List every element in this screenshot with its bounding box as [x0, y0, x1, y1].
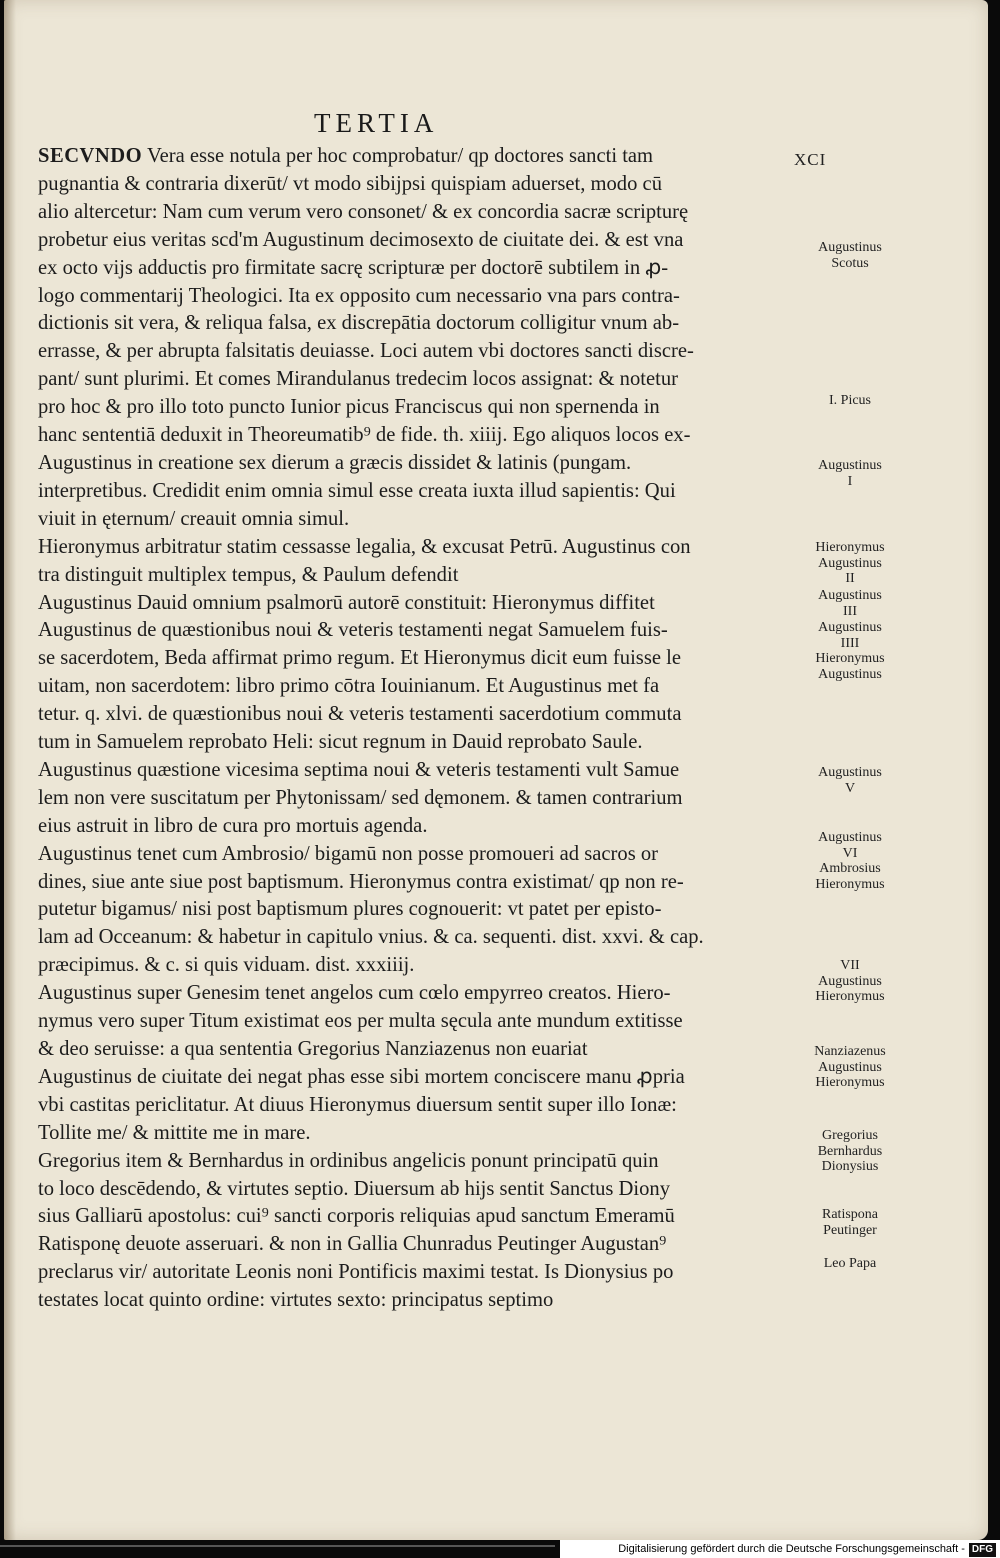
- margin-note-line: Augustinus: [818, 240, 882, 255]
- margin-note-line: Augustinus: [818, 765, 882, 780]
- margin-note: [780, 540, 920, 587]
- margin-note-line: Augustinus: [818, 458, 882, 473]
- text-line: Gregorius item & Bernhardus in ordinibus angelicis ponunt principatū quin: [38, 1149, 659, 1172]
- text-line: ex octo vijs adductis pro firmitate sacrę scripturæ per doctorē subtilem in ꝓ-: [38, 256, 669, 279]
- margin-note-line: Hieronymus: [815, 651, 885, 666]
- text-line: Hieronymus arbitratur statim cessasse legalia, & excusat Petrū. Augustinus con: [38, 535, 691, 558]
- text-line: vbi castitas periclitatur. At diuus Hieronymus diuersum sentit super illo Ionæ:: [38, 1093, 677, 1116]
- margin-note: [780, 958, 920, 1005]
- margin-note-line: II: [845, 571, 855, 586]
- margin-note-line: Leo Papa: [823, 1256, 877, 1271]
- margin-note-line: Ambrosius: [819, 861, 881, 876]
- text-line: Tollite me/ & mittite me in mare.: [38, 1121, 311, 1144]
- margin-note: [780, 765, 920, 796]
- margin-note-line: III: [843, 603, 857, 619]
- margin-note: [780, 1128, 920, 1175]
- text-line: Augustinus de ciuitate dei negat phas esse sibi mortem conciscere manu ꝓpria: [38, 1065, 685, 1088]
- margin-note-line: Nanziazenus: [814, 1044, 886, 1059]
- text-line: viuit in ęternum/ creauit omnia simul.: [38, 507, 350, 530]
- folio-number: XCI: [794, 150, 827, 169]
- text-line: pant/ sunt plurimi. Et comes Mirandulanus tredecim locos assignat: & notetur: [38, 368, 679, 391]
- text-line: testates locat quinto ordine: virtutes sexto: principatus septimo: [38, 1289, 554, 1312]
- margin-note-line: Bernhardus: [817, 1143, 883, 1159]
- margin-note: [780, 830, 920, 892]
- text-line: pro hoc & pro illo toto puncto Iunior picus Franciscus qui non spernenda in: [38, 396, 660, 419]
- text-line-content: Vera esse notula per hoc comprobatur/ qp doctores sancti tam: [142, 145, 654, 167]
- text-line: præcipimus. & c. si quis viduam. dist. xxxiiij.: [38, 954, 415, 977]
- text-line: & deo seruisse: a qua sententia Gregorius Nanziazenus non euariat: [38, 1038, 588, 1060]
- text-line: eius astruit in libro de cura pro mortuis agenda.: [38, 814, 428, 837]
- lead-word: SECVNDO: [38, 145, 143, 167]
- margin-note: [780, 393, 920, 409]
- margin-note: [780, 458, 920, 489]
- margin-note-line: I: [847, 473, 853, 489]
- text-line: Augustinus Dauid omnium psalmorū autorē constituit: Hieronymus diffitet: [38, 591, 655, 614]
- text-line: uitam, non sacerdotem: libro primo cōtra Iouinianum. Et Augustinus met fa: [38, 675, 660, 698]
- text-line: tra distinguit multiplex tempus, & Paulum defendit: [38, 563, 459, 586]
- margin-note-line: Hieronymus: [815, 989, 885, 1004]
- margin-note: [780, 240, 920, 271]
- text-line: dictionis sit vera, & reliqua falsa, ex discrepātia doctorum colligitur vnum ab-: [38, 312, 680, 335]
- text-line: sius Galliarū apostolus: cui⁹ sancti corporis reliquias apud sanctum Emeramū: [38, 1205, 675, 1228]
- margin-note: [780, 1256, 920, 1272]
- margin-note-line: Augustinus: [818, 1059, 882, 1075]
- text-line: interpretibus. Credidit enim omnia simul esse creata iuxta illud sapientis: Qui: [38, 479, 676, 502]
- margin-note-line: Augustinus: [818, 555, 882, 571]
- text-line: lam ad Occeanum: & habetur in capitulo vnius. & ca. sequenti. dist. xxvi. & cap.: [38, 926, 704, 949]
- margin-note-line: Scotus: [831, 255, 869, 271]
- text-line: dines, siue ante siue post baptismum. Hieronymus contra existimat/ qp non re-: [38, 870, 684, 893]
- text-line: to loco descēdendo, & virtutes septio. Diuersum ab hijs sentit Sanctus Diony: [38, 1177, 671, 1200]
- text-line: nymus vero super Titum existimat eos per multa sęcula ante mundum extitisse: [38, 1010, 683, 1033]
- footer-rule: [0, 1545, 555, 1547]
- margin-note-line: Hieronymus: [815, 1075, 885, 1090]
- text-line: probetur eius veritas scd'm Augustinum decimosexto de ciuitate dei. & est vna: [38, 228, 684, 251]
- text-line: hanc sententiā deduxit in Theoreumatib⁹ de fide. th. xiiij. Ego aliquos locos ex-: [38, 424, 691, 447]
- margin-note-line: Hieronymus: [815, 876, 885, 892]
- dfg-logo: DFG: [969, 1543, 996, 1557]
- margin-note-line: Hieronymus: [815, 540, 885, 555]
- text-line: Ratisponę deuote asseruari. & non in Gallia Chunradus Peutinger Augustan⁹: [38, 1233, 667, 1256]
- text-line: Augustinus tenet cum Ambrosio/ bigamū non posse promoueri ad sacros or: [38, 842, 659, 865]
- margin-note-line: Peutinger: [823, 1222, 877, 1238]
- margin-note-line: Dionysius: [821, 1159, 879, 1174]
- text-line: lem non vere suscitatum per Phytonissam/ sed dęmonem. & tamen contrarium: [38, 786, 683, 809]
- text-line: errasse, & per abrupta falsitatis deuiasse. Loci autem vbi doctores sancti discre-: [38, 340, 694, 363]
- text-line: se sacerdotem, Beda affirmat primo regum. Et Hieronymus dicit eum fuisse le: [38, 647, 681, 670]
- text-line: pugnantia & contraria dixerūt/ vt modo sibijpsi quispiam aduerset, modo cū: [38, 172, 662, 195]
- margin-note-line: IIII: [840, 635, 860, 651]
- margin-note-line: Augustinus: [818, 588, 882, 603]
- margin-note: [780, 1207, 920, 1238]
- margin-note-line: Ratispona: [822, 1207, 878, 1222]
- margin-note-line: Augustinus: [818, 830, 882, 845]
- text-line: alio altercetur: Nam cum verum vero consonet/ & ex concordia sacræ scripturę: [38, 200, 689, 223]
- text-line: putetur bigamus/ nisi post baptismum plures cognouerit: vt patet per episto-: [38, 898, 662, 921]
- text-line: Augustinus de quæstionibus noui & veteris testamenti negat Samuelem fuis-: [38, 619, 668, 642]
- page-title: TERTIA: [314, 108, 439, 138]
- margin-note-line: Augustinus: [818, 666, 882, 682]
- text-line: Augustinus quæstione vicesima septima noui & veteris testamenti vult Samue: [38, 758, 680, 781]
- margin-note-line: V: [844, 780, 856, 796]
- margin-note: [780, 1044, 920, 1091]
- digitization-footer: [560, 1540, 1000, 1558]
- margin-note-line: Gregorius: [822, 1128, 878, 1143]
- margin-note-line: Augustinus: [818, 973, 882, 989]
- text-line: Augustinus super Genesim tenet angelos cum cœlo empyrreo creatos. Hiero-: [38, 982, 671, 1005]
- text-line: logo commentarij Theologici. Ita ex opposito cum necessario vna pars contra-: [38, 284, 680, 307]
- text-line: preclarus vir/ autoritate Leonis noni Pontificis maximi testat. Is Dionysius po: [38, 1261, 674, 1284]
- text-line: tetur. q. xlvi. de quæstionibus noui & veteris testamenti sacerdotium commuta: [38, 703, 682, 726]
- main-text-block: [38, 143, 773, 1315]
- text-line: [38, 143, 773, 171]
- margin-note-line: I. Picus: [829, 393, 871, 408]
- margin-note-line: VII: [840, 958, 860, 973]
- margin-note-line: VI: [842, 845, 858, 861]
- margin-note-line: Augustinus: [818, 620, 882, 635]
- margin-note: [780, 588, 920, 619]
- footer-credit: Digitalisierung gefördert durch die Deutsche Forschungsgemeinschaft -: [618, 1543, 965, 1555]
- text-line: Augustinus in creatione sex dierum a græcis dissidet & latinis (pungam.: [38, 451, 632, 474]
- book-page: [4, 0, 988, 1540]
- text-line: tum in Samuelem reprobato Heli: sicut regnum in Dauid reprobato Saule.: [38, 731, 643, 754]
- margin-note: [780, 620, 920, 682]
